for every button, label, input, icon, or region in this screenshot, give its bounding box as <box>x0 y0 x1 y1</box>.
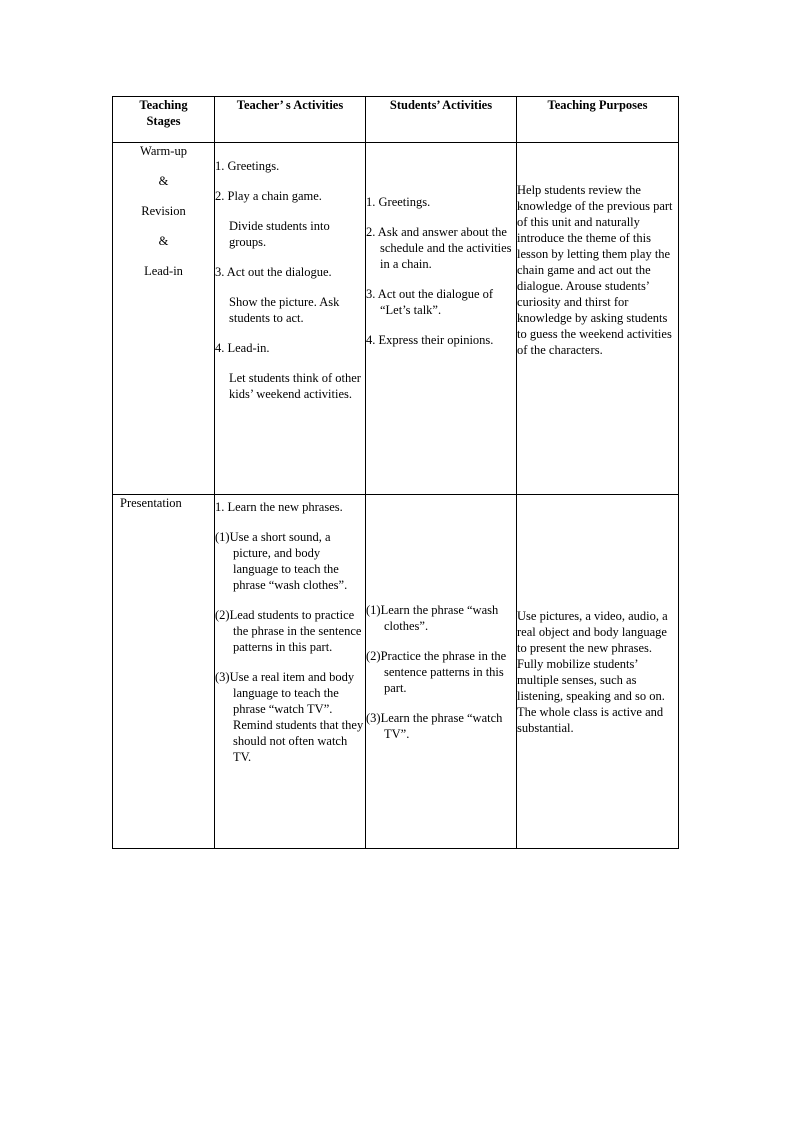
header-teacher-activities: Teacher’ s Activities <box>215 97 366 143</box>
warmup-students-cell <box>366 143 517 495</box>
header-teaching-purposes: Teaching Purposes <box>517 97 679 143</box>
list-item: (3)Learn the phrase “watch TV”. <box>366 710 503 741</box>
list-item: 3. Act out the dialogue of “Let’s talk”. <box>366 287 494 317</box>
list-item: 1. Greetings. <box>366 195 431 209</box>
list-item: 2. Play a chain game. <box>215 189 322 203</box>
lesson-plan-table <box>112 96 679 849</box>
stage-line: & <box>158 234 169 248</box>
list-item: (1)Learn the phrase “wash clothes”. <box>366 602 499 633</box>
presentation-stage-cell <box>113 495 215 849</box>
stage-line: Warm-up <box>140 144 187 158</box>
warmup-stage-cell <box>113 143 215 495</box>
list-item: 1. Learn the new phrases. <box>215 500 343 514</box>
warmup-row <box>113 143 679 495</box>
stage-line: & <box>158 174 169 188</box>
list-item: (1)Use a short sound, a picture, and body language to teach the phrase “wash clothes”. <box>215 530 348 592</box>
list-item: (2)Practice the phrase in the sentence patterns in this part. <box>366 648 507 695</box>
list-item: Let students think of other kids’ weekend activities. <box>229 371 361 401</box>
list-item: 4. Lead-in. <box>215 341 270 355</box>
stage-line: Revision <box>141 204 186 218</box>
purpose-text: Use pictures, a video, audio, a real object and body language to present the new phrases. Fully mobilize students’ multiple senses, such as listening, speaking and so on. The whole class is active and substantial. <box>517 608 668 735</box>
list-item: 2. Ask and answer about the schedule and the activities in a chain. <box>366 225 512 271</box>
presentation-teacher-cell <box>215 495 366 849</box>
stage-label: Presentation <box>120 496 182 510</box>
purpose-text: Help students review the knowledge of the previous part of this unit and naturally introduce the theme of this lesson by letting them play the chain game and act out the dialogue. Arouse students’ curiosity and thirst for knowledge by asking students to guess the weekend activities of the characters. <box>517 183 673 357</box>
list-item: (2)Lead students to practice the phrase in the sentence patterns in this part. <box>215 608 362 654</box>
warmup-teacher-cell <box>215 143 366 495</box>
presentation-purpose-cell <box>517 495 679 849</box>
header-stages-line-2: Stages <box>146 114 181 128</box>
header-students-activities: Students’ Activities <box>366 97 517 143</box>
header-stages-line-1: Teaching <box>139 98 188 112</box>
stage-line: Lead-in <box>144 264 183 278</box>
list-item: 3. Act out the dialogue. <box>215 265 332 279</box>
header-row <box>113 97 679 143</box>
list-item: (3)Use a real item and body language to teach the phrase “watch TV”. Remind students that they should not often watch TV. <box>215 670 364 764</box>
presentation-students-cell <box>366 495 517 849</box>
list-item: 4. Express their opinions. <box>366 333 494 347</box>
list-item: Divide students into groups. <box>229 219 330 249</box>
header-teaching-stages <box>113 97 215 143</box>
presentation-row <box>113 495 679 849</box>
list-item: 1. Greetings. <box>215 159 280 173</box>
warmup-purpose-cell <box>517 143 679 495</box>
list-item: Show the picture. Ask students to act. <box>229 295 340 325</box>
